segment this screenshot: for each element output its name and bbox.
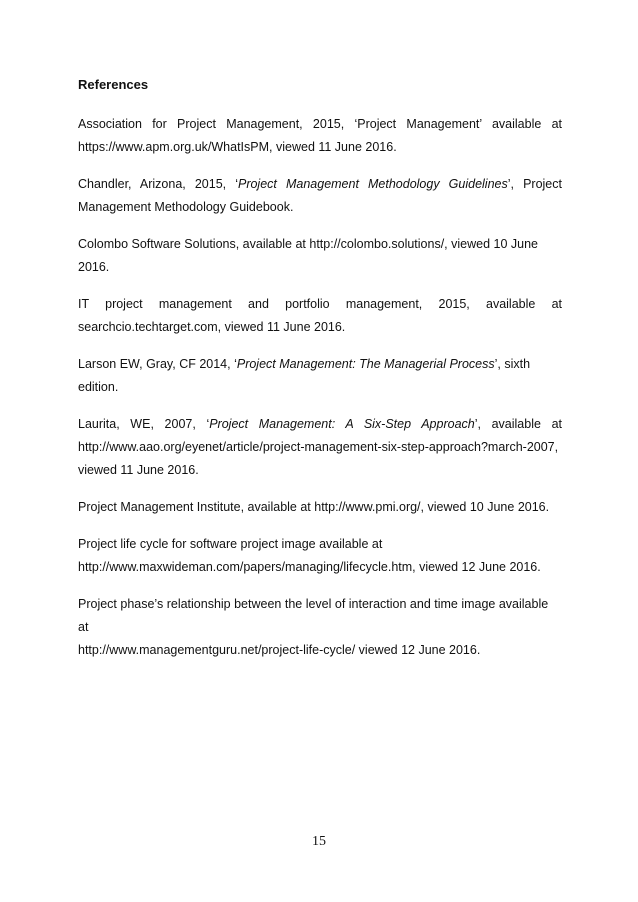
reference-title: Project Management: The Managerial Process <box>236 357 495 371</box>
reference-larson <box>78 353 562 399</box>
reference-apm <box>78 113 562 159</box>
reference-title: Project Management: A Six-Step Approach <box>209 417 475 431</box>
reference-laurita <box>78 413 562 482</box>
reference-colombo <box>78 233 562 279</box>
reference-line <box>78 353 562 399</box>
reference-line: https://www.apm.org.uk/WhatIsPM, viewed 11 June 2016. <box>78 140 397 154</box>
reference-text: ’, available at <box>474 417 562 431</box>
reference-text: ’, sixth edition. <box>78 357 531 394</box>
reference-lifecycle-image <box>78 533 562 579</box>
reference-line: Association for Project Management, 2015, ‘Project Management’ available at <box>78 117 562 131</box>
reference-text: Laurita, WE, 2007, ‘ <box>78 417 210 431</box>
reference-line <box>78 413 562 436</box>
page-number: 15 <box>312 834 326 849</box>
reference-title: Project Management Methodology Guidelines <box>237 177 508 191</box>
reference-line: searchcio.techtarget.com, viewed 11 June 2016. <box>78 320 346 334</box>
reference-line: http://www.managementguru.net/project-life-cycle/ viewed 12 June 2016. <box>78 643 481 657</box>
reference-phase-image <box>78 593 562 662</box>
reference-line <box>78 173 562 196</box>
reference-text: ’, Project <box>507 177 562 191</box>
reference-line: http://www.aao.org/eyenet/article/project-management-six-step-approach?march-2007, <box>78 440 559 454</box>
reference-list <box>78 113 562 676</box>
reference-text: Larson EW, Gray, CF 2014, ‘ <box>78 357 237 371</box>
reference-line: Project phase’s relationship between the level of interaction and time image available at <box>78 597 549 634</box>
reference-line: Colombo Software Solutions, available at http://colombo.solutions/, viewed 10 June 2016. <box>78 237 538 274</box>
reference-line: Project Management Institute, available at http://www.pmi.org/, viewed 10 June 2016. <box>78 500 550 514</box>
reference-pmi <box>78 496 562 519</box>
reference-line: Project life cycle for software project image available at <box>78 537 383 551</box>
reference-it-project <box>78 293 562 339</box>
reference-chandler <box>78 173 562 219</box>
reference-line: viewed 11 June 2016. <box>78 463 199 477</box>
reference-line: IT project management and portfolio management, 2015, available at <box>78 297 562 311</box>
references-heading: References <box>78 77 149 92</box>
reference-line: Management Methodology Guidebook. <box>78 200 294 214</box>
reference-text: Chandler, Arizona, 2015, ‘ <box>78 177 238 191</box>
reference-line: http://www.maxwideman.com/papers/managing/lifecycle.htm, viewed 12 June 2016. <box>78 560 541 574</box>
